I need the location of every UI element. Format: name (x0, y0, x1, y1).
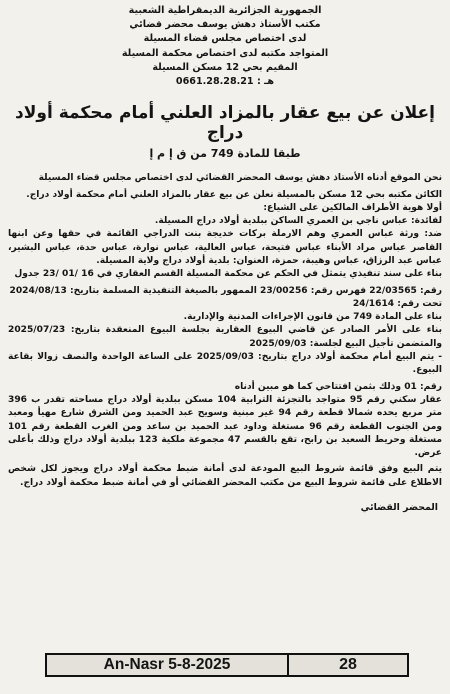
notice-body (8, 172, 442, 490)
court-line: المتواجد مكتبه لدى اختصاص محكمة المسيلة (121, 47, 329, 59)
publication-date: An-Nasr 5-8-2025 (47, 655, 289, 675)
notice-title: إعلان عن بيع عقار بالمزاد العلني أمام محكمة أولاد دراج (15, 103, 435, 144)
body-paragraph: أولا هوية الأطراف المالكين على الشياع: (263, 202, 442, 213)
body-paragraph: نحن الموقع أدناه الأستاذ دهش يوسف المحضر القضائي لدى اختصاص مجلس قضاء المسيلة (38, 173, 442, 184)
body-paragraph: ضد: ورثة عباس العمري وهم الارملة بركات خديجة بنت الدراجي القائمة في حقها وعن ابنها القاصر عباس مراد الأبناء عباس فتيحة، عباس العالية، عباس نوارة، عباس حدة، عباس البشير، عباس عبد الرزاق، عباس وهيبة، حمزة، العنوان: بلدية أولاد دراج ولاية المسيلة. (8, 229, 442, 266)
body-paragraph: - يتم البيع أمام محكمة أولاد دراج بتاريخ: 2025/09/03 على الساعة الواحدة والنصف زوالا بقاعة البيوع. (8, 352, 442, 376)
notice-header (8, 4, 442, 89)
phone-number: هـ : 0661.28.28.21 (175, 76, 275, 88)
phone-line (8, 75, 442, 89)
page-number: 28 (339, 656, 357, 673)
republic-name: الجمهورية الجزائرية الديمقراطية الشعبية (128, 5, 322, 16)
body-paragraph: تحت رقم: 24/1614 (352, 298, 442, 309)
body-paragraph: بناء على الأمر الصادر عن قاضي البيوع العقارية بجلسة البيوع المنعقدة بتاريخ: 2025/07/23 والمتضمن تأجيل البيع لجلسة: 2025/09/03 (8, 325, 442, 349)
body-paragraph: عقار سكني رقم 95 متواجد بالتجزئة الترابية 104 مسكن ببلدية أولاد دراج مساحته تقدر ب 396 متر مربع يحده شمالا قطعة رقم 94 غير مبنية وسويح عبد الحميد ومن الشرق شارع مهيأ ومعبد ومن الجنوب القطعة رقم 96 مستغلة وداود عبد الحميد بن ساعد ومن الغرب القطعة رقم 101 مستغلة وحريط السعيد بن رابح، تقع بالقسم 47 مجموعة ملكية 123 ببلدية أولاد دراج وذلك بأعلى عرض. (8, 394, 443, 459)
body-paragraph: رقم: 01 وذلك بثمن افتتاحي كما هو مبين أدناه (234, 381, 442, 392)
jurisdiction-line: لدى اختصاص مجلس قضاء المسيلة (143, 33, 307, 45)
notice-subtitle: طبقا للمادة 749 من ق إ م إ (149, 147, 301, 161)
body-paragraph: لفائدة: عباس ناجي بن العمري الساكن ببلدية أولاد دراج المسيلة. (154, 216, 442, 227)
body-paragraph: يتم البيع وفق قائمة شروط البيع المودعة لدى أمانة ضبط محكمة أولاد دراج ويجوز لكل شخص الاطلاع على قائمة شروط البيع من مكتب المحضر القضائي أو في أمانة ضبط محكمة أولاد دراج. (8, 464, 442, 488)
office-name: مكتب الأستاذ دهش يوسف محضر قضائي (129, 19, 321, 31)
body-paragraph: بناء على سند تنفيذي يتمثل في الحكم عن محكمة المسيلة القسم العقاري في 16 /01 /23 جدول (14, 269, 442, 280)
address-line: المقيم بحي 12 مسكن المسيلة (152, 61, 298, 73)
body-paragraph: رقم: 22/03565 فهرس رقم: 23/00256 الممهور بالصيغة التنفيذية المسلمة بتاريخ: 2024/08/13 (9, 285, 442, 296)
page-footer (45, 653, 409, 677)
body-paragraph: بناء على المادة 749 من قانون الإجراءات المدنية والإدارية. (183, 312, 442, 323)
body-paragraph: الكائن مكتبه بحي 12 مسكن بالمسيلة نعلن عن بيع عقار بالمزاد العلني أمام محكمة أولاد دراج. (26, 189, 442, 200)
signature-label: المحضر القضائي (360, 502, 438, 514)
